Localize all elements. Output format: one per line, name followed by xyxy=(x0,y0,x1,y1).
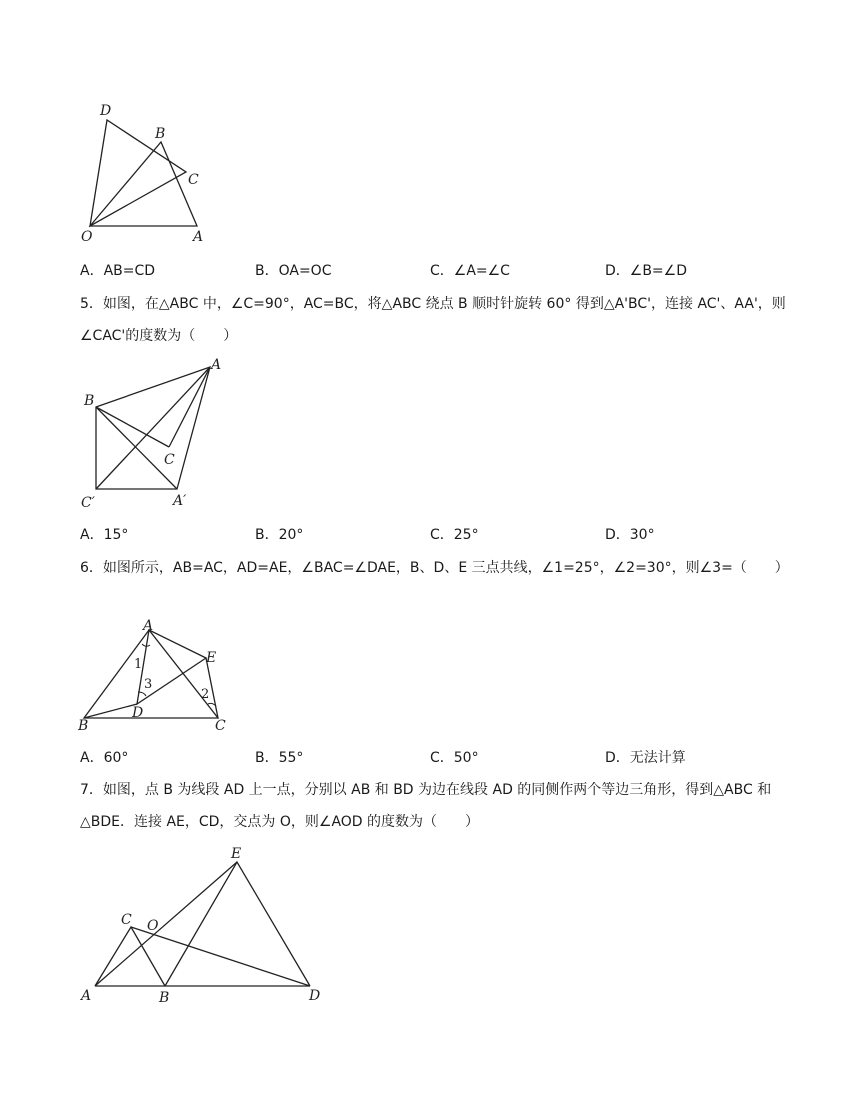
q7-segment-cd xyxy=(131,927,310,986)
q7-question-text: 7．如图，点 B 为线段 AD 上一点，分别以 AB 和 BD 为边在线段 AD 的同侧作两个等边三角形，得到△ABC 和△BDE．连接 AE，CD，交点为 O，则∠AOD 的度数为（ ） xyxy=(80,782,772,830)
q7-triangle-bde xyxy=(165,862,310,986)
q4-label-b: B xyxy=(155,126,166,142)
q4-options xyxy=(80,260,800,280)
q4-label-c: C xyxy=(188,172,199,188)
q6-triangle-abc xyxy=(84,630,218,718)
q5-label-c: C xyxy=(164,452,175,468)
q5-question-text: 5．如图，在△ABC 中，∠C=90°，AC=BC，将△ABC 绕点 B 顺时针旋转 60° 得到△A'BC'，连接 AC'、AA'，则∠CAC'的度数为（ ） xyxy=(80,296,786,344)
q4-label-d: D xyxy=(100,103,112,119)
q5-segment-bc xyxy=(96,407,169,447)
q6-angle-label-2: 2 xyxy=(201,687,210,702)
q5-option-d[interactable]: D．30° xyxy=(605,527,655,543)
q7-label-e: E xyxy=(231,846,242,862)
q7-segment-ae xyxy=(95,862,237,986)
q6-option-c[interactable]: C．50° xyxy=(430,750,479,766)
q6-label-b: B xyxy=(78,718,89,734)
q4-figure xyxy=(70,95,230,250)
q4-option-b[interactable]: B．OA=OC xyxy=(255,263,332,279)
q5-label-b: B xyxy=(84,393,95,409)
q7-label-b: B xyxy=(159,990,170,1006)
q4-label-o: O xyxy=(81,229,93,245)
q6-label-d: D xyxy=(132,705,144,721)
q4-option-a[interactable]: A．AB=CD xyxy=(80,263,156,279)
q6-angle-label-1: 1 xyxy=(134,657,143,672)
q7-label-o: O xyxy=(147,918,159,934)
q7-figure xyxy=(75,840,335,1010)
q6-figure xyxy=(72,618,242,738)
q5-option-b[interactable]: B．20° xyxy=(255,527,304,543)
q4-triangle-oba xyxy=(90,142,197,226)
q6-label-e: E xyxy=(206,650,217,666)
q5-label-c-prime: C′ xyxy=(81,495,95,511)
q6-label-a: A xyxy=(143,618,154,634)
q7-label-d: D xyxy=(309,988,321,1004)
q5-label-a-prime: A′ xyxy=(173,493,187,509)
q5-label-a: A xyxy=(211,357,222,373)
q6-label-c: C xyxy=(215,718,226,734)
q6-option-a[interactable]: A．60° xyxy=(80,750,129,766)
q4-option-d[interactable]: D．∠B=∠D xyxy=(605,263,687,279)
q4-label-a: A xyxy=(193,229,204,245)
q4-option-c[interactable]: C．∠A=∠C xyxy=(430,263,510,279)
q6-option-b[interactable]: B．55° xyxy=(255,750,304,766)
q5-options xyxy=(80,524,800,544)
q6-triangle-ade xyxy=(137,630,206,704)
q5-option-a[interactable]: A．15° xyxy=(80,527,129,543)
q6-segment-bd xyxy=(84,704,137,718)
q5-option-c[interactable]: C．25° xyxy=(430,527,479,543)
q4-triangle-odc xyxy=(90,120,186,226)
q7-label-c: C xyxy=(121,912,132,928)
q6-options xyxy=(80,747,800,767)
q5-figure xyxy=(75,355,240,515)
q6-option-d[interactable]: D．无法计算 xyxy=(605,750,686,766)
q6-angle-label-3: 3 xyxy=(144,677,153,692)
q7-label-a: A xyxy=(81,988,92,1004)
q6-question-text: 6．如图所示，AB=AC，AD=AE，∠BAC=∠DAE，B、D、E 三点共线，∠1=25°，∠2=30°，则∠3=（ ） xyxy=(80,560,789,576)
